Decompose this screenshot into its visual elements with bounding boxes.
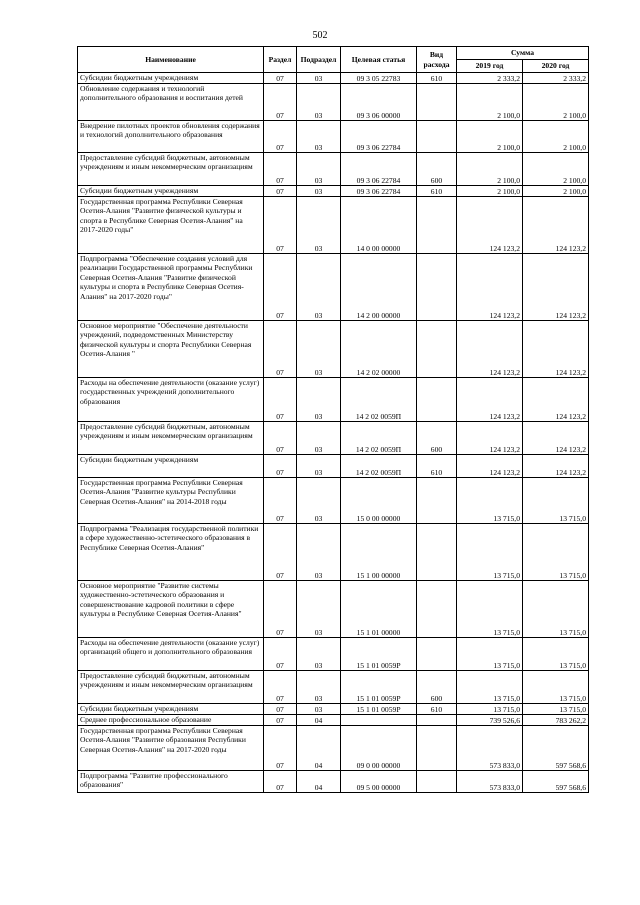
row-sum-2019: 2 100,0	[457, 153, 523, 186]
row-sum-2020: 13 715,0	[523, 638, 589, 671]
table-row	[78, 153, 589, 186]
row-target: 09 3 05 22783	[341, 73, 417, 84]
row-sum-2020: 124 123,2	[523, 455, 589, 478]
row-sum-2020: 2 100,0	[523, 186, 589, 197]
row-expense-type	[417, 121, 457, 153]
row-section: 07	[264, 121, 297, 153]
row-sum-2020: 124 123,2	[523, 197, 589, 254]
row-subsection: 03	[297, 186, 341, 197]
row-name: Субсидии бюджетным учреждениям	[78, 186, 264, 197]
row-expense-type: 600	[417, 671, 457, 704]
row-sum-2020: 13 715,0	[523, 524, 589, 581]
row-target: 09 3 06 00000	[341, 84, 417, 121]
row-expense-type	[417, 84, 457, 121]
row-sum-2019: 13 715,0	[457, 671, 523, 704]
row-name: Предоставление субсидий бюджетным, автономным учреждениям и иным некоммерческим организациям	[78, 671, 264, 704]
row-name: Основное мероприятие "Развитие системы художественно-эстетического образования и совершенствование кадровой политики в сфере культуры в Республике Северная Осетия-Алания"	[78, 581, 264, 638]
row-target: 14 0 00 00000	[341, 197, 417, 254]
row-expense-type	[417, 581, 457, 638]
table-row	[78, 478, 589, 524]
row-subsection: 03	[297, 455, 341, 478]
header-subsection: Подраздел	[297, 47, 341, 73]
row-sum-2020: 124 123,2	[523, 321, 589, 378]
row-sum-2020: 2 100,0	[523, 121, 589, 153]
row-target: 15 1 01 0059Р	[341, 671, 417, 704]
table-row	[78, 378, 589, 422]
row-target: 14 2 02 0059П	[341, 422, 417, 455]
row-target: 15 0 00 00000	[341, 478, 417, 524]
row-expense-type: 610	[417, 704, 457, 715]
header-section: Раздел	[264, 47, 297, 73]
row-name: Предоставление субсидий бюджетным, автономным учреждениям и иным некоммерческим организациям	[78, 422, 264, 455]
row-subsection: 03	[297, 73, 341, 84]
row-sum-2020: 13 715,0	[523, 671, 589, 704]
row-expense-type	[417, 524, 457, 581]
header-year-2020: 2020 год	[523, 60, 589, 73]
row-name: Государственная программа Республики Северная Осетия-Алания "Развитие образования Республики Северная Осетия-Алания" на 2017-2020 годы	[78, 726, 264, 771]
row-target: 15 1 01 0059Р	[341, 704, 417, 715]
row-sum-2020: 2 333,2	[523, 73, 589, 84]
row-expense-type: 600	[417, 153, 457, 186]
row-target: 14 2 02 00000	[341, 321, 417, 378]
row-sum-2019: 13 715,0	[457, 704, 523, 715]
row-name: Субсидии бюджетным учреждениям	[78, 455, 264, 478]
row-expense-type	[417, 638, 457, 671]
row-name: Внедрение пилотных проектов обновления содержания и технологий дополнительного образования	[78, 121, 264, 153]
table-row	[78, 771, 589, 793]
row-expense-type	[417, 771, 457, 793]
row-name: Расходы на обеспечение деятельности (оказание услуг) государственных учреждений дополнительного образования	[78, 378, 264, 422]
row-section: 07	[264, 378, 297, 422]
table-row	[78, 726, 589, 771]
table-row	[78, 671, 589, 704]
row-target: 09 5 00 00000	[341, 771, 417, 793]
row-subsection: 03	[297, 704, 341, 715]
row-expense-type	[417, 321, 457, 378]
row-sum-2019: 124 123,2	[457, 197, 523, 254]
row-section: 07	[264, 524, 297, 581]
row-name: Предоставление субсидий бюджетным, автономным учреждениям и иным некоммерческим организациям	[78, 153, 264, 186]
row-section: 07	[264, 422, 297, 455]
row-subsection: 03	[297, 581, 341, 638]
row-subsection: 03	[297, 153, 341, 186]
row-sum-2020: 2 100,0	[523, 84, 589, 121]
row-section: 07	[264, 321, 297, 378]
row-sum-2019: 124 123,2	[457, 378, 523, 422]
row-name: Основное мероприятие "Обеспечение деятельности учреждений, подведомственных Министерству физической культуры и спорта Республики Северная Осетия-Алания "	[78, 321, 264, 378]
table-row	[78, 422, 589, 455]
page-number: 502	[312, 30, 328, 41]
table-body	[78, 73, 589, 793]
row-subsection: 03	[297, 121, 341, 153]
row-target: 14 2 02 0059П	[341, 378, 417, 422]
row-sum-2019: 573 833,0	[457, 726, 523, 771]
row-target: 15 1 01 00000	[341, 581, 417, 638]
row-section: 07	[264, 197, 297, 254]
row-sum-2020: 13 715,0	[523, 704, 589, 715]
table-row	[78, 581, 589, 638]
row-target: 15 1 01 0059Р	[341, 638, 417, 671]
row-name: Субсидии бюджетным учреждениям	[78, 73, 264, 84]
row-subsection: 04	[297, 771, 341, 793]
row-sum-2019: 2 333,2	[457, 73, 523, 84]
row-sum-2020: 124 123,2	[523, 378, 589, 422]
row-expense-type	[417, 254, 457, 321]
row-subsection: 03	[297, 638, 341, 671]
row-target: 14 2 02 0059П	[341, 455, 417, 478]
row-section: 07	[264, 186, 297, 197]
table-row	[78, 321, 589, 378]
row-subsection: 03	[297, 422, 341, 455]
row-sum-2019: 2 100,0	[457, 121, 523, 153]
header-sum: Сумма	[457, 47, 589, 60]
row-sum-2019: 2 100,0	[457, 84, 523, 121]
header-expense-type: Вид расхода	[417, 47, 457, 73]
row-sum-2019: 2 100,0	[457, 186, 523, 197]
row-sum-2019: 124 123,2	[457, 422, 523, 455]
table-row	[78, 455, 589, 478]
row-section: 07	[264, 771, 297, 793]
table-row	[78, 638, 589, 671]
row-section: 07	[264, 73, 297, 84]
row-section: 07	[264, 84, 297, 121]
row-section: 07	[264, 254, 297, 321]
row-expense-type: 610	[417, 455, 457, 478]
row-sum-2020: 124 123,2	[523, 422, 589, 455]
row-sum-2019: 739 526,6	[457, 715, 523, 726]
row-expense-type: 610	[417, 73, 457, 84]
row-section: 07	[264, 715, 297, 726]
row-name: Государственная программа Республики Северная Осетия-Алания "Развитие физической культуры и спорта в Республике Северная Осетия-Алания" на 2017-2020 годы"	[78, 197, 264, 254]
row-sum-2019: 124 123,2	[457, 455, 523, 478]
row-sum-2020: 783 262,2	[523, 715, 589, 726]
table-row	[78, 186, 589, 197]
row-expense-type: 600	[417, 422, 457, 455]
table-row	[78, 121, 589, 153]
row-sum-2020: 13 715,0	[523, 478, 589, 524]
budget-table	[77, 46, 589, 793]
row-name: Подпрограмма "Обеспечение создания условий для реализации Государственной программы Республики Северная Осетия-Алания "Развитие физической культуры и спорта в Республике Северная Осетия-Алания" на 2017-2020 годы"	[78, 254, 264, 321]
row-expense-type	[417, 378, 457, 422]
row-section: 07	[264, 478, 297, 524]
row-section: 07	[264, 726, 297, 771]
row-target: 15 1 00 00000	[341, 524, 417, 581]
row-section: 07	[264, 455, 297, 478]
header-name: Наименование	[78, 47, 264, 73]
table-row	[78, 704, 589, 715]
row-expense-type	[417, 197, 457, 254]
row-name: Субсидии бюджетным учреждениям	[78, 704, 264, 715]
header-year-2019: 2019 год	[457, 60, 523, 73]
row-section: 07	[264, 638, 297, 671]
row-subsection: 04	[297, 726, 341, 771]
row-sum-2019: 13 715,0	[457, 581, 523, 638]
row-section: 07	[264, 153, 297, 186]
table-row	[78, 197, 589, 254]
row-sum-2020: 124 123,2	[523, 254, 589, 321]
row-sum-2019: 13 715,0	[457, 638, 523, 671]
row-subsection: 03	[297, 254, 341, 321]
row-sum-2020: 597 568,6	[523, 726, 589, 771]
table-row	[78, 715, 589, 726]
row-sum-2020: 597 568,6	[523, 771, 589, 793]
row-target: 09 3 06 22784	[341, 121, 417, 153]
row-subsection: 03	[297, 197, 341, 254]
row-section: 07	[264, 671, 297, 704]
row-sum-2019: 124 123,2	[457, 321, 523, 378]
table-row	[78, 254, 589, 321]
row-name: Государственная программа Республики Северная Осетия-Алания "Развитие культуры Республики Северная Осетия-Алания" на 2014-2018 годы	[78, 478, 264, 524]
row-name: Подпрограмма "Реализация государственной политики в сфере художественно-эстетического образования в Республике Северная Осетия-Алания"	[78, 524, 264, 581]
row-target: 09 0 00 00000	[341, 726, 417, 771]
row-subsection: 03	[297, 524, 341, 581]
row-subsection: 03	[297, 671, 341, 704]
row-target: 14 2 00 00000	[341, 254, 417, 321]
row-subsection: 03	[297, 478, 341, 524]
row-target: 09 3 06 22784	[341, 186, 417, 197]
row-subsection: 03	[297, 321, 341, 378]
row-sum-2020: 13 715,0	[523, 581, 589, 638]
row-sum-2019: 124 123,2	[457, 254, 523, 321]
row-subsection: 03	[297, 84, 341, 121]
row-expense-type	[417, 478, 457, 524]
row-section: 07	[264, 704, 297, 715]
row-name: Обновление содержания и технологий дополнительного образования и воспитания детей	[78, 84, 264, 121]
row-subsection: 04	[297, 715, 341, 726]
row-section: 07	[264, 581, 297, 638]
row-subsection: 03	[297, 378, 341, 422]
row-expense-type: 610	[417, 186, 457, 197]
table-row	[78, 84, 589, 121]
row-sum-2019: 13 715,0	[457, 524, 523, 581]
row-sum-2019: 573 833,0	[457, 771, 523, 793]
header-target: Целевая статья	[341, 47, 417, 73]
row-expense-type	[417, 715, 457, 726]
row-sum-2019: 13 715,0	[457, 478, 523, 524]
row-name: Подпрограмма "Развитие профессионального образования"	[78, 771, 264, 793]
row-target	[341, 715, 417, 726]
row-name: Среднее профессиональное образование	[78, 715, 264, 726]
row-name: Расходы на обеспечение деятельности (оказание услуг) организаций общего и дополнительного образования	[78, 638, 264, 671]
table-row	[78, 524, 589, 581]
row-sum-2020: 2 100,0	[523, 153, 589, 186]
table-row	[78, 73, 589, 84]
row-target: 09 3 06 22784	[341, 153, 417, 186]
row-expense-type	[417, 726, 457, 771]
